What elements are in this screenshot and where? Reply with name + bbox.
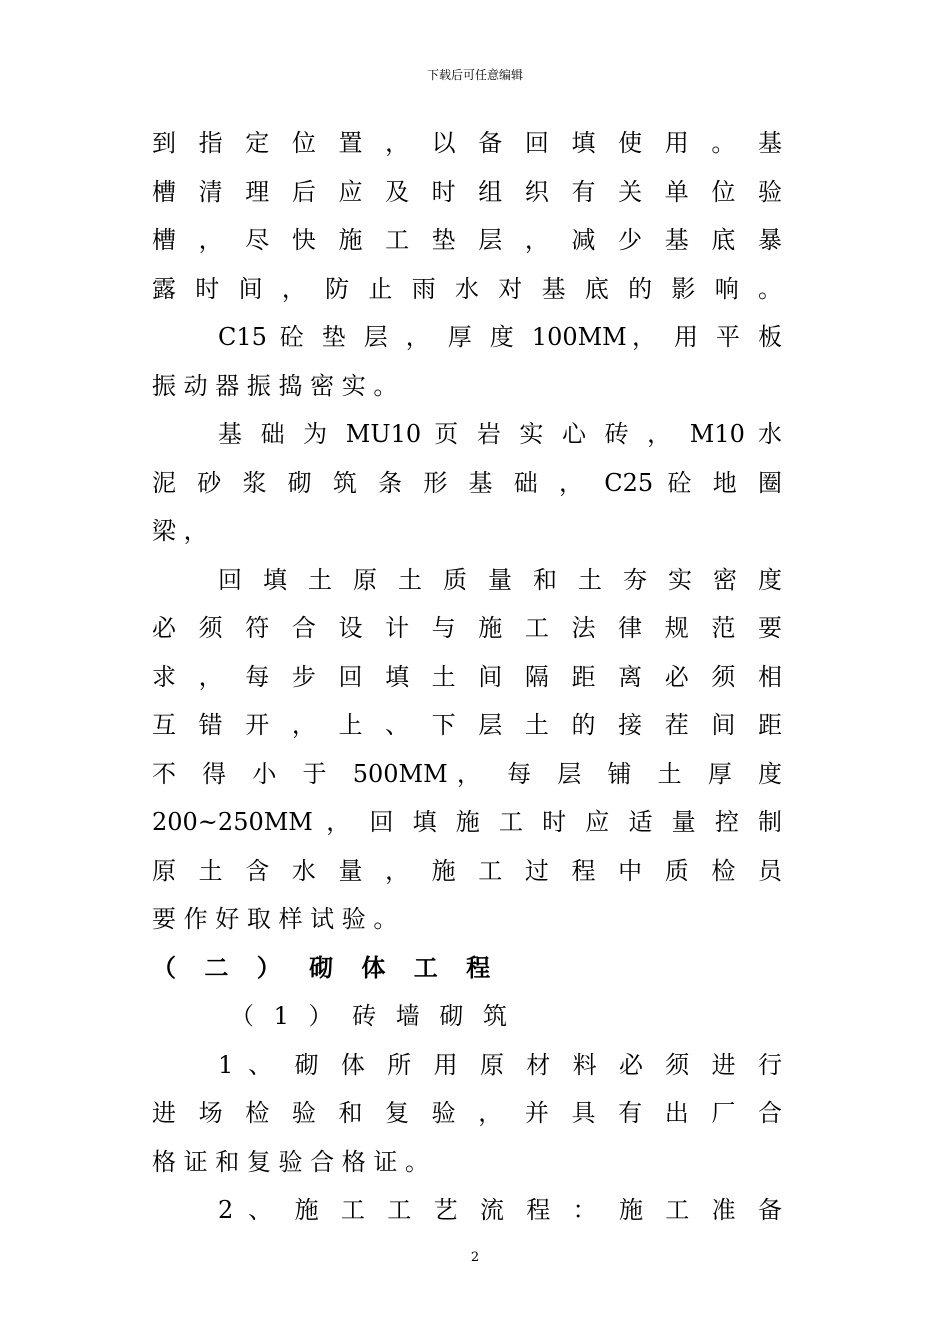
text-line: 不 得 小 于 500MM， 每 层 铺 土 厚 度 [152, 759, 782, 788]
document-body [152, 119, 782, 1235]
text-line: 200~250MM ， 回 填 施 工 时 应 适 量 控 制 [152, 808, 782, 836]
text-line: 原 土 含 水 量 ， 施 工 过 程 中 质 检 员 [152, 856, 782, 885]
text-line: 梁 ， [152, 517, 208, 545]
text-line: 振 动 器 振 捣 密 实 。 [152, 371, 398, 400]
text-line: 格 证 和 复 验 合 格 证 。 [152, 1147, 430, 1176]
text-line: 露 时 间 ， 防 止 雨 水 对 基 底 的 影 响 。 [152, 274, 782, 303]
text-line: 要 作 好 取 样 试 验 。 [152, 905, 398, 933]
text-line: 必 须 符 合 设 计 与 施 工 法 律 规 范 要 [152, 614, 782, 642]
text-line: 互 错 开 ， 上 、 下 层 土 的 接 茬 间 距 [152, 711, 782, 739]
text-line: 求 ， 每 步 回 填 土 间 隔 距 离 必 须 相 [152, 662, 782, 691]
text-line: 回 填 土 原 土 质 量 和 土 夯 实 密 度 [218, 565, 782, 594]
subsection-heading: （ 1 ） 砖 墙 砌 筑 [230, 1002, 514, 1030]
text-line: 槽 ， 尽 快 施 工 垫 层 ， 减 少 基 底 暴 [152, 226, 782, 254]
text-line: 进 场 检 验 和 复 验 ， 并 具 有 出 厂 合 [152, 1099, 782, 1127]
text-line: C15 砼 垫 层 ， 厚 度 100MM， 用 平 板 [218, 323, 782, 351]
section-heading: （ 二 ） 砌 体 工 程 [152, 952, 501, 982]
text-line: 泥 砂 浆 砌 筑 条 形 基 础 ， C25 砼 地 圈 [152, 468, 782, 497]
text-line: 到 指 定 位 置 ， 以 备 回 填 使 用 。 基 [152, 129, 782, 157]
page-number: 2 [470, 1250, 480, 1265]
text-line: 1 、 砌 体 所 用 原 材 料 必 须 进 行 [218, 1050, 782, 1079]
text-line: 2 、 施 工 工 艺 流 程 ： 施 工 准 备 [218, 1196, 782, 1224]
text-line: 槽 清 理 后 应 及 时 组 织 有 关 单 位 验 [152, 177, 782, 206]
text-line: 基 础 为 MU10 页 岩 实 心 砖 ， M10 水 [218, 420, 782, 448]
page-header: 下载后可任意编辑 [426, 68, 523, 82]
